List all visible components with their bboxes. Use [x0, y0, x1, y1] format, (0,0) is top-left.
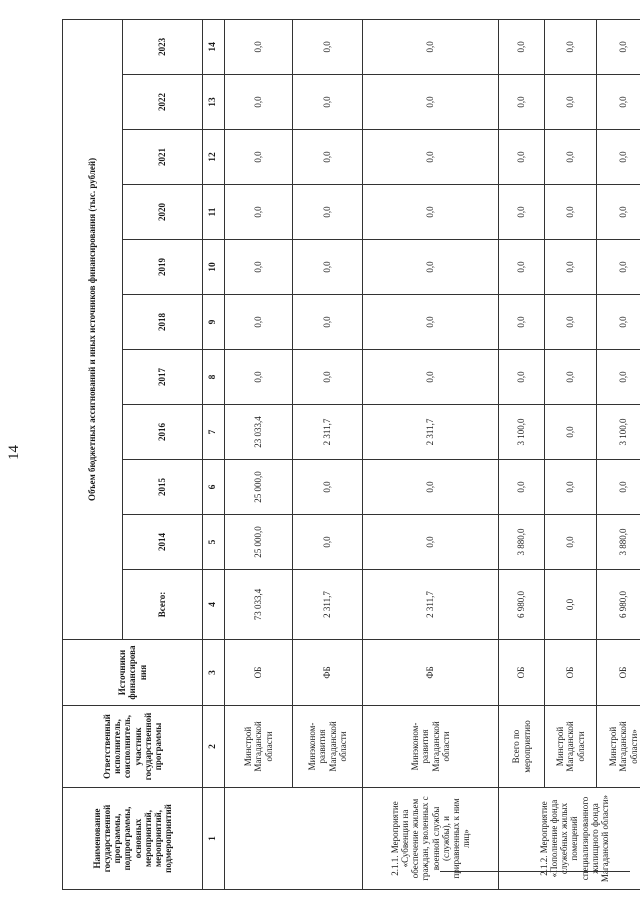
header-volume: Объем бюджетных ассигнований и иных источников финансирования (тыс. рублей) — [63, 19, 123, 639]
column-number: 12 — [203, 130, 225, 185]
row-name: 2.1.2. Мероприятие «Пополнение фонда служебных жилых помещений специализированного жилищного фонда Магаданской области» — [499, 788, 640, 890]
row-name-empty — [225, 788, 363, 890]
row-value: 0,0 — [363, 185, 499, 240]
row-value: 3 100,0 — [597, 405, 640, 460]
row-responsible: Минэконом-развития Магаданской области — [293, 706, 363, 788]
row-value: 0,0 — [597, 185, 640, 240]
table-row — [225, 19, 293, 889]
row-value: 25 000,0 — [225, 515, 293, 570]
row-source: ФБ — [293, 640, 363, 706]
row-source: ОБ — [225, 640, 293, 706]
row-value: 0,0 — [225, 75, 293, 130]
column-number: 10 — [203, 240, 225, 295]
page-number — [0, 422, 28, 482]
header-year: 2020 — [123, 185, 203, 240]
row-value: 0,0 — [363, 240, 499, 295]
row-value: 23 033,4 — [225, 405, 293, 460]
table-row — [293, 19, 363, 889]
row-value: 0,0 — [363, 515, 499, 570]
row-responsible: Минстрой Магаданской области — [225, 706, 293, 788]
column-number: 4 — [203, 570, 225, 640]
column-number: 7 — [203, 405, 225, 460]
row-value: 0,0 — [293, 350, 363, 405]
row-value: 0,0 — [293, 460, 363, 515]
row-value: 0,0 — [499, 75, 545, 130]
row-value: 0,0 — [293, 185, 363, 240]
row-value: 0,0 — [545, 19, 597, 74]
row-value: 0,0 — [363, 75, 499, 130]
row-responsible: Всего по мероприятию — [499, 706, 545, 788]
header-sources: Источники финансирова ния — [63, 640, 203, 706]
row-value: 2 311,7 — [293, 570, 363, 640]
row-value: 0,0 — [499, 185, 545, 240]
column-number: 8 — [203, 350, 225, 405]
header-year: 2014 — [123, 515, 203, 570]
header-year: 2023 — [123, 19, 203, 74]
header-name: Наименование государственной программы, подпрограммы, основных мероприятий, мероприятий, подмероприятий — [63, 788, 203, 890]
header-responsible: Ответственный исполнитель, соисполнитель, участник государственной программы — [63, 706, 203, 788]
row-value: 2 311,7 — [293, 405, 363, 460]
row-source: ОБ — [545, 640, 597, 706]
row-value: 0,0 — [363, 130, 499, 185]
column-number: 9 — [203, 295, 225, 350]
row-value: 0,0 — [545, 570, 597, 640]
row-value: 0,0 — [545, 515, 597, 570]
row-value: 2 311,7 — [363, 405, 499, 460]
row-value: 2 311,7 — [363, 570, 499, 640]
footer-rule — [440, 871, 630, 872]
header-year: 2015 — [123, 460, 203, 515]
row-value: 0,0 — [545, 460, 597, 515]
row-value: 0,0 — [499, 19, 545, 74]
row-value: 0,0 — [363, 460, 499, 515]
row-value: 0,0 — [597, 295, 640, 350]
row-value: 0,0 — [363, 295, 499, 350]
row-value: 0,0 — [597, 350, 640, 405]
column-number: 13 — [203, 75, 225, 130]
page-number-text: 14 — [5, 444, 22, 460]
row-value: 0,0 — [597, 240, 640, 295]
row-value: 0,0 — [499, 460, 545, 515]
row-value: 0,0 — [545, 295, 597, 350]
table-row — [363, 19, 499, 889]
row-value: 0,0 — [225, 350, 293, 405]
row-source: ОБ — [597, 640, 640, 706]
row-value: 0,0 — [545, 240, 597, 295]
row-value: 0,0 — [499, 130, 545, 185]
row-value: 6 980,0 — [597, 570, 640, 640]
column-number: 14 — [203, 19, 225, 74]
row-value: 0,0 — [499, 295, 545, 350]
row-value: 0,0 — [597, 130, 640, 185]
row-value: 0,0 — [293, 19, 363, 74]
row-value: 0,0 — [545, 75, 597, 130]
header-year: 2019 — [123, 240, 203, 295]
column-number: 1 — [203, 788, 225, 890]
row-value: 0,0 — [293, 130, 363, 185]
row-responsible: Минэконом-развития Магаданской области — [363, 706, 499, 788]
row-value: 0,0 — [597, 19, 640, 74]
row-value: 0,0 — [363, 350, 499, 405]
row-value: 0,0 — [545, 130, 597, 185]
row-value: 0,0 — [499, 240, 545, 295]
row-responsible: Минстрой Магаданской области — [545, 706, 597, 788]
row-value: 0,0 — [225, 185, 293, 240]
row-value: 0,0 — [363, 19, 499, 74]
row-value: 0,0 — [293, 295, 363, 350]
header-year: 2016 — [123, 405, 203, 460]
row-value: 0,0 — [545, 185, 597, 240]
column-number: 3 — [203, 640, 225, 706]
row-name: 2.1.1. Мероприятие «Субвенции на обеспечение жильем граждан, уволенных с военной службы (службы), и приравненных к ним лиц» — [363, 788, 499, 890]
table-row — [499, 19, 545, 889]
row-value: 3 880,0 — [597, 515, 640, 570]
header-total: Всего: — [123, 570, 203, 640]
row-responsible: Минстрой Магаданской области» — [597, 706, 640, 788]
column-number-row — [203, 19, 225, 889]
column-number: 11 — [203, 185, 225, 240]
row-value: 0,0 — [545, 350, 597, 405]
row-value: 0,0 — [597, 75, 640, 130]
row-value: 0,0 — [293, 515, 363, 570]
header-year: 2022 — [123, 75, 203, 130]
row-source: ОБ — [499, 640, 545, 706]
header-year: 2017 — [123, 350, 203, 405]
header-year: 2021 — [123, 130, 203, 185]
row-value: 0,0 — [293, 75, 363, 130]
row-value: 6 980,0 — [499, 570, 545, 640]
column-number: 6 — [203, 460, 225, 515]
row-value: 25 000,0 — [225, 460, 293, 515]
row-value: 0,0 — [225, 19, 293, 74]
row-value: 0,0 — [545, 405, 597, 460]
row-value: 0,0 — [293, 240, 363, 295]
row-value: 0,0 — [225, 240, 293, 295]
row-value: 0,0 — [225, 130, 293, 185]
row-value: 0,0 — [597, 460, 640, 515]
rotated-table-container — [62, 20, 640, 890]
table-row — [545, 19, 597, 889]
row-value: 0,0 — [225, 295, 293, 350]
row-value: 3 880,0 — [499, 515, 545, 570]
row-value: 3 100,0 — [499, 405, 545, 460]
row-value: 73 033,4 — [225, 570, 293, 640]
column-number: 2 — [203, 706, 225, 788]
header-year: 2018 — [123, 295, 203, 350]
budget-table — [62, 19, 640, 890]
header-row-1 — [63, 19, 123, 889]
row-source: ФБ — [363, 640, 499, 706]
table-row — [597, 19, 640, 889]
row-value: 0,0 — [499, 350, 545, 405]
column-number: 5 — [203, 515, 225, 570]
